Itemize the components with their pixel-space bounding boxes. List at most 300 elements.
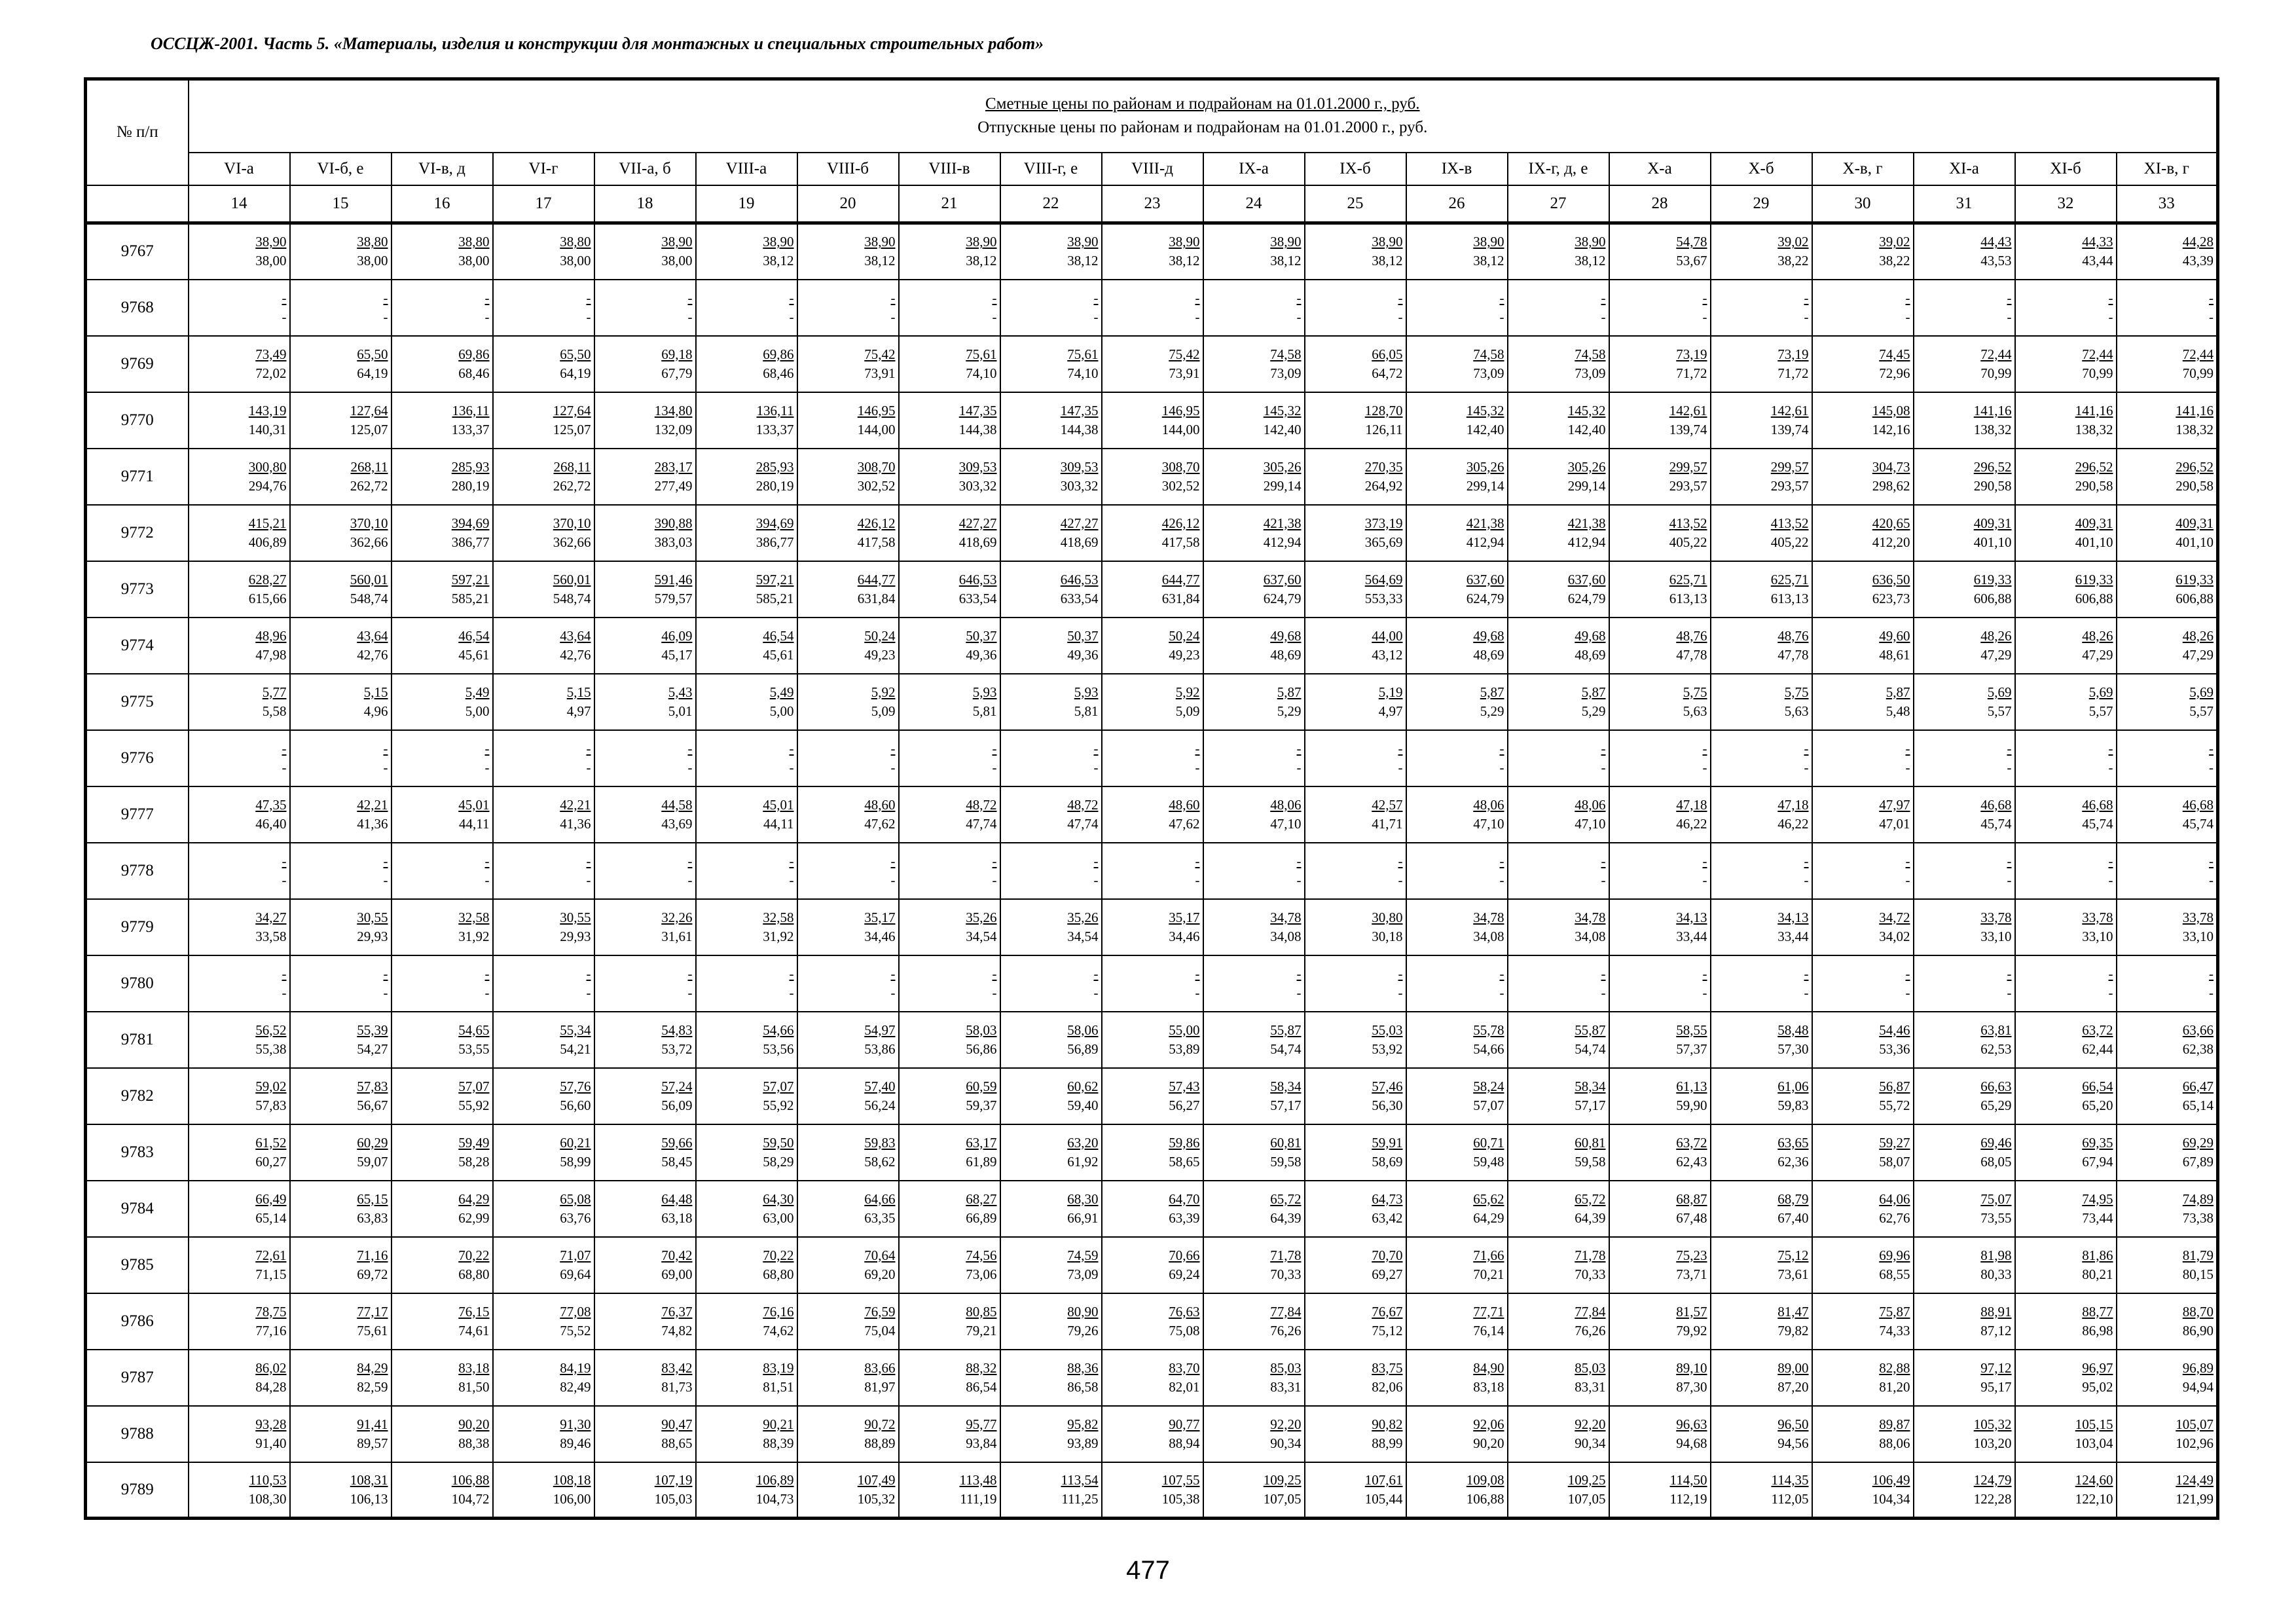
estimate-price: - [383, 740, 388, 756]
release-price: 88,06 [1879, 1435, 1910, 1451]
release-price: - [992, 872, 997, 888]
estimate-price: 68,87 [1676, 1190, 1707, 1207]
estimate-price: 54,83 [661, 1022, 693, 1038]
estimate-price: 66,49 [255, 1190, 287, 1207]
release-price: - [1804, 308, 1809, 325]
release-price: 585,21 [756, 590, 794, 606]
release-price: 47,10 [1575, 815, 1606, 832]
release-price: - [890, 984, 896, 1001]
release-price: 62,76 [1879, 1209, 1910, 1226]
price-cell [1203, 618, 1305, 674]
release-price: 54,66 [1473, 1041, 1504, 1057]
price-cell [1711, 730, 1812, 786]
release-price: 47,29 [2182, 646, 2214, 663]
price-cell [1406, 955, 1508, 1012]
price-cell [1508, 392, 1609, 449]
estimate-price: - [1499, 740, 1504, 756]
estimate-price: 44,28 [2182, 234, 2214, 250]
estimate-price: - [2007, 289, 2012, 306]
estimate-price: 49,68 [1575, 627, 1606, 644]
estimate-price: - [282, 965, 287, 982]
estimate-price: 299,57 [1669, 458, 1707, 475]
region-header: VIII-б [797, 153, 899, 185]
region-header: IX-в [1406, 153, 1508, 185]
release-price: 88,39 [763, 1435, 794, 1451]
column-number: 27 [1508, 185, 1609, 223]
estimate-price: 413,52 [1770, 515, 1809, 531]
price-cell [1203, 786, 1305, 843]
estimate-price: 46,54 [763, 627, 794, 644]
price-cell [290, 1406, 392, 1462]
estimate-price: - [1499, 289, 1504, 306]
estimate-price: 105,07 [2176, 1416, 2214, 1432]
estimate-price: 48,60 [1169, 796, 1200, 813]
estimate-price: 48,06 [1473, 796, 1504, 813]
release-price: 139,74 [1669, 421, 1707, 437]
estimate-price: 308,70 [1161, 458, 1200, 475]
price-cell [1000, 1237, 1102, 1293]
release-price: - [1499, 984, 1504, 1001]
estimate-price: 299,57 [1770, 458, 1809, 475]
release-price: - [992, 308, 997, 325]
estimate-price: 38,80 [357, 234, 388, 250]
release-price: 79,21 [966, 1322, 997, 1338]
price-cell [1609, 561, 1711, 618]
release-price: 5,09 [1175, 703, 1200, 719]
release-price: 82,01 [1169, 1378, 1200, 1395]
release-price: 68,46 [458, 365, 490, 381]
region-header: XI-а [1914, 153, 2015, 185]
estimate-price: - [586, 853, 591, 869]
price-cell [189, 392, 290, 449]
estimate-price: - [789, 289, 794, 306]
release-price: 5,57 [2189, 703, 2214, 719]
price-cell [797, 618, 899, 674]
price-cell [392, 955, 493, 1012]
release-price: 59,83 [1777, 1097, 1809, 1113]
release-price: 29,93 [560, 928, 591, 944]
estimate-price: 370,10 [350, 515, 388, 531]
estimate-price: 92,20 [1270, 1416, 1302, 1432]
release-price: 69,24 [1169, 1266, 1200, 1282]
estimate-price: 83,19 [763, 1359, 794, 1376]
price-cell [1609, 899, 1711, 955]
table-row [86, 392, 2218, 449]
price-cell [1305, 730, 1406, 786]
price-cell [594, 561, 696, 618]
estimate-price: 644,77 [1161, 571, 1200, 587]
estimate-price: 619,33 [2075, 571, 2113, 587]
price-cell [2117, 1237, 2218, 1293]
price-cell [189, 561, 290, 618]
price-cell [1914, 1124, 2015, 1181]
estimate-price: 90,72 [864, 1416, 896, 1432]
estimate-price: 5,49 [769, 684, 794, 700]
estimate-price: 60,21 [560, 1134, 591, 1151]
row-code: 9780 [86, 955, 189, 1012]
price-cell [290, 786, 392, 843]
estimate-price: 58,34 [1270, 1078, 1302, 1094]
price-cell [2117, 955, 2218, 1012]
price-cell [1609, 223, 1711, 280]
price-cell [1203, 392, 1305, 449]
estimate-price: 89,10 [1676, 1359, 1707, 1376]
estimate-price: - [1702, 965, 1707, 982]
release-price: 5,81 [972, 703, 997, 719]
release-price: 56,30 [1372, 1097, 1403, 1113]
header-row-regions [86, 153, 2218, 185]
price-cell [899, 449, 1000, 505]
release-price: 31,92 [458, 928, 490, 944]
release-price: - [687, 872, 693, 888]
estimate-price: 30,80 [1372, 909, 1403, 925]
estimate-price: 54,66 [763, 1022, 794, 1038]
estimate-price: 145,32 [1466, 402, 1504, 418]
price-cell [1914, 561, 2015, 618]
estimate-price: 60,29 [357, 1134, 388, 1151]
release-price: 48,69 [1473, 646, 1504, 663]
release-price: 142,40 [1466, 421, 1504, 437]
estimate-price: - [383, 289, 388, 306]
price-cell [1508, 843, 1609, 899]
price-cell [1203, 1350, 1305, 1406]
release-price: 72,02 [255, 365, 287, 381]
release-price: 45,61 [458, 646, 490, 663]
column-number: 32 [2015, 185, 2117, 223]
release-price: - [1905, 759, 1910, 775]
estimate-price: 296,52 [2075, 458, 2113, 475]
price-cell [1609, 1350, 1711, 1406]
estimate-price: 296,52 [2176, 458, 2214, 475]
row-code: 9788 [86, 1406, 189, 1462]
price-cell [1406, 618, 1508, 674]
release-price: 294,76 [248, 477, 287, 494]
estimate-price: 70,70 [1372, 1247, 1403, 1263]
release-price: 64,39 [1575, 1209, 1606, 1226]
estimate-price: 38,90 [1473, 234, 1504, 250]
price-cell [797, 336, 899, 392]
estimate-price: 50,24 [864, 627, 896, 644]
release-price: 633,54 [958, 590, 997, 606]
table-row [86, 618, 2218, 674]
price-cell [594, 730, 696, 786]
estimate-price: 105,32 [1973, 1416, 2012, 1432]
estimate-price: - [1195, 740, 1200, 756]
release-price: 624,79 [1466, 590, 1504, 606]
release-price: 74,10 [1067, 365, 1099, 381]
estimate-price: - [2007, 965, 2012, 982]
release-price: 33,10 [1980, 928, 2012, 944]
estimate-price: 35,26 [966, 909, 997, 925]
price-cell [189, 786, 290, 843]
release-price: 417,58 [857, 534, 896, 550]
release-price: 79,82 [1777, 1322, 1809, 1338]
price-cell [696, 730, 797, 786]
price-cell [1711, 899, 1812, 955]
estimate-price: 42,57 [1372, 796, 1403, 813]
release-price: 48,69 [1270, 646, 1302, 663]
estimate-price: 65,72 [1575, 1190, 1606, 1207]
release-price: 112,05 [1771, 1490, 1809, 1507]
price-cell [290, 843, 392, 899]
estimate-price: - [1804, 289, 1809, 306]
release-price: 401,10 [2176, 534, 2214, 550]
price-cell [1305, 1181, 1406, 1237]
release-price: - [2007, 872, 2012, 888]
estimate-price: 71,78 [1270, 1247, 1302, 1263]
price-cell [696, 618, 797, 674]
price-cell [2015, 1012, 2117, 1068]
release-price: 302,52 [857, 477, 896, 494]
row-code: 9768 [86, 280, 189, 336]
release-price: 64,72 [1372, 365, 1403, 381]
price-cell [797, 955, 899, 1012]
estimate-price: 96,63 [1676, 1416, 1707, 1432]
estimate-price: 72,44 [1980, 346, 2012, 362]
estimate-price: - [1905, 853, 1910, 869]
price-cell [1000, 1406, 1102, 1462]
release-price: 67,79 [661, 365, 693, 381]
estimate-price: - [2108, 740, 2113, 756]
release-price: 46,22 [1676, 815, 1707, 832]
release-price: - [687, 308, 693, 325]
estimate-price: 63,17 [966, 1134, 997, 1151]
column-number: 26 [1406, 185, 1508, 223]
estimate-price: - [1093, 740, 1099, 756]
estimate-price: 60,59 [966, 1078, 997, 1094]
release-price: 43,44 [2082, 253, 2113, 269]
estimate-price: 58,48 [1777, 1022, 1809, 1038]
release-price: 43,12 [1372, 646, 1403, 663]
estimate-price: 50,24 [1169, 627, 1200, 644]
price-cell [1203, 1181, 1305, 1237]
release-price: 65,14 [255, 1209, 287, 1226]
price-cell [1812, 561, 1914, 618]
release-price: - [383, 872, 388, 888]
release-price: 34,08 [1473, 928, 1504, 944]
release-price: 47,62 [1169, 815, 1200, 832]
release-price: 125,07 [350, 421, 388, 437]
release-price: 87,30 [1676, 1378, 1707, 1395]
estimate-price: 92,20 [1575, 1416, 1606, 1432]
release-price: 84,28 [255, 1378, 287, 1395]
release-price: 262,72 [350, 477, 388, 494]
price-cell [1914, 1462, 2015, 1519]
price-cell [2117, 674, 2218, 730]
release-price: 57,07 [1473, 1097, 1504, 1113]
price-cell [1711, 1462, 1812, 1519]
release-price: 585,21 [451, 590, 490, 606]
price-cell [189, 336, 290, 392]
price-cell [1000, 955, 1102, 1012]
price-cell [1812, 505, 1914, 561]
release-price: - [1195, 872, 1200, 888]
price-cell [1000, 786, 1102, 843]
estimate-price: 5,77 [262, 684, 287, 700]
estimate-price: - [687, 965, 693, 982]
estimate-price: 57,83 [357, 1078, 388, 1094]
price-cell [392, 505, 493, 561]
estimate-price: 44,33 [2082, 234, 2113, 250]
row-code: 9782 [86, 1068, 189, 1124]
price-cell [2117, 1068, 2218, 1124]
release-price: - [484, 759, 490, 775]
estimate-price: 636,50 [1872, 571, 1910, 587]
price-cell [189, 1406, 290, 1462]
release-price: - [586, 308, 591, 325]
price-cell [1914, 674, 2015, 730]
price-cell [493, 674, 594, 730]
release-price: 45,74 [2082, 815, 2113, 832]
column-number: 28 [1609, 185, 1711, 223]
estimate-price: 108,31 [350, 1471, 388, 1488]
estimate-price: - [890, 289, 896, 306]
price-cell [899, 786, 1000, 843]
estimate-price: 90,47 [661, 1416, 693, 1432]
price-cell [493, 1237, 594, 1293]
region-header: VIII-в [899, 153, 1000, 185]
row-code: 9772 [86, 505, 189, 561]
estimate-price: 34,78 [1473, 909, 1504, 925]
price-cell [1508, 1181, 1609, 1237]
price-cell [797, 1237, 899, 1293]
price-cell [1609, 674, 1711, 730]
price-cell [392, 1237, 493, 1293]
header-row-caption [86, 79, 2218, 153]
price-cell [1711, 505, 1812, 561]
release-price: 74,33 [1879, 1322, 1910, 1338]
release-price: 48,61 [1879, 646, 1910, 663]
page-number: 477 [1126, 1556, 1170, 1585]
release-price: 106,13 [350, 1490, 388, 1507]
price-cell [392, 1350, 493, 1406]
estimate-price: - [484, 853, 490, 869]
release-price: 46,40 [255, 815, 287, 832]
table-row [86, 730, 2218, 786]
release-price: - [484, 308, 490, 325]
price-cell [1406, 1350, 1508, 1406]
price-cell [1102, 1124, 1203, 1181]
price-cell [1812, 899, 1914, 955]
release-price: 38,12 [1473, 253, 1504, 269]
price-cell [392, 223, 493, 280]
release-price: - [1702, 872, 1707, 888]
price-cell [1203, 1012, 1305, 1068]
price-cell [594, 955, 696, 1012]
price-cell [1812, 1406, 1914, 1462]
price-cell [1812, 786, 1914, 843]
release-price: 298,62 [1872, 477, 1910, 494]
price-cell [1305, 618, 1406, 674]
release-price: 63,35 [864, 1209, 896, 1226]
release-price: 30,18 [1372, 928, 1403, 944]
release-price: 88,99 [1372, 1435, 1403, 1451]
price-cell [1203, 955, 1305, 1012]
release-price: 362,66 [553, 534, 591, 550]
estimate-price: 57,07 [763, 1078, 794, 1094]
release-price: 34,46 [1169, 928, 1200, 944]
price-cell [1305, 1350, 1406, 1406]
price-cell [594, 786, 696, 843]
price-cell [1305, 449, 1406, 505]
price-cell [899, 280, 1000, 336]
estimate-price: 628,27 [248, 571, 287, 587]
estimate-price: 54,46 [1879, 1022, 1910, 1038]
price-cell [1203, 899, 1305, 955]
price-cell [1102, 786, 1203, 843]
price-cell [797, 786, 899, 843]
release-price: 71,15 [255, 1266, 287, 1282]
price-cell [1812, 1124, 1914, 1181]
region-header: XI-в, г [2117, 153, 2218, 185]
release-price: - [687, 759, 693, 775]
price-cell [1305, 1124, 1406, 1181]
release-price: 94,68 [1676, 1435, 1707, 1451]
estimate-price: 560,01 [350, 571, 388, 587]
release-price: 88,38 [458, 1435, 490, 1451]
price-cell [1000, 1350, 1102, 1406]
release-price: 111,25 [1061, 1490, 1099, 1507]
estimate-price: - [1601, 853, 1606, 869]
estimate-price: 5,75 [1784, 684, 1809, 700]
release-price: 104,73 [756, 1490, 794, 1507]
price-cell [1508, 561, 1609, 618]
price-cell [189, 899, 290, 955]
estimate-price: 646,53 [1060, 571, 1099, 587]
estimate-price: 92,06 [1473, 1416, 1504, 1432]
price-cell [392, 674, 493, 730]
release-price: 38,12 [1169, 253, 1200, 269]
table-row [86, 561, 2218, 618]
estimate-price: - [1398, 965, 1403, 982]
release-price: - [890, 308, 896, 325]
price-cell [290, 1293, 392, 1350]
release-price: 74,61 [458, 1322, 490, 1338]
price-cell [1812, 1462, 1914, 1519]
estimate-price: 69,18 [661, 346, 693, 362]
release-price: 87,20 [1777, 1378, 1809, 1395]
price-cell [1203, 561, 1305, 618]
release-price: 38,00 [661, 253, 693, 269]
price-cell [2117, 899, 2218, 955]
release-price: 73,71 [1676, 1266, 1707, 1282]
price-cell [594, 1124, 696, 1181]
column-number: 20 [797, 185, 899, 223]
estimate-price: 76,59 [864, 1303, 896, 1320]
estimate-price: 296,52 [1973, 458, 2012, 475]
estimate-price: 44,58 [661, 796, 693, 813]
estimate-price: 75,87 [1879, 1303, 1910, 1320]
price-cell [290, 336, 392, 392]
price-cell [1203, 505, 1305, 561]
release-price: - [1195, 308, 1200, 325]
price-cell [290, 955, 392, 1012]
estimate-price: 637,60 [1567, 571, 1606, 587]
estimate-price: 55,34 [560, 1022, 591, 1038]
price-cell [392, 1293, 493, 1350]
price-cell [797, 1406, 899, 1462]
price-cell [1000, 618, 1102, 674]
estimate-price: 5,69 [1987, 684, 2012, 700]
release-price: 65,29 [1980, 1097, 2012, 1113]
release-price: 548,74 [350, 590, 388, 606]
price-cell [1305, 1293, 1406, 1350]
price-cell [797, 1181, 899, 1237]
estimate-price: 56,87 [1879, 1078, 1910, 1094]
estimate-price: 58,06 [1067, 1022, 1099, 1038]
estimate-price: 38,90 [255, 234, 287, 250]
estimate-price: - [992, 289, 997, 306]
